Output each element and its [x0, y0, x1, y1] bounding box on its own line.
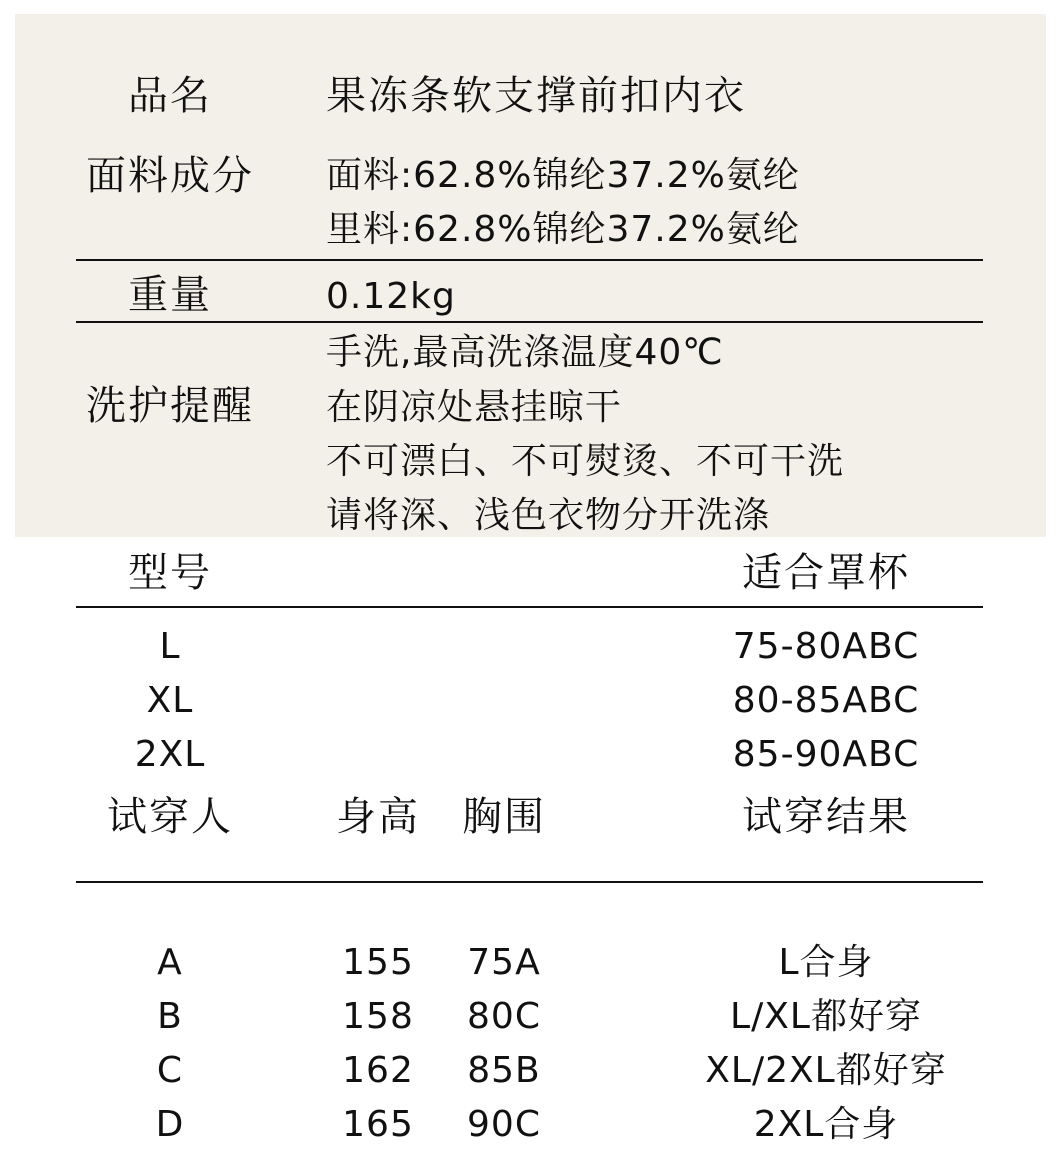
bust-header: 胸围 — [462, 794, 546, 840]
fabric-outer: 面料:62.8%锦纶37.2%氨纶 — [326, 155, 800, 196]
care-line: 请将深、浅色衣物分开洗涤 — [326, 495, 771, 536]
bust-cell: 90C — [467, 1104, 541, 1145]
result-cell: 2XL合身 — [753, 1104, 899, 1145]
bust-cell: 85B — [467, 1050, 541, 1091]
care-line: 不可漂白、不可熨烫、不可干洗 — [326, 441, 845, 482]
result-cell: XL/2XL都好穿 — [705, 1050, 947, 1091]
divider — [76, 606, 983, 608]
result-cell: L/XL都好穿 — [730, 996, 922, 1037]
care-line: 手洗,最高洗涤温度40℃ — [326, 332, 724, 373]
result-header: 试穿结果 — [742, 794, 910, 840]
size-cell: L — [159, 626, 181, 667]
tester-header: 试穿人 — [107, 794, 233, 840]
cup-cell: 85-90ABC — [732, 734, 920, 775]
name-label: 品名 — [128, 73, 212, 119]
weight-label: 重量 — [128, 272, 212, 318]
tester-cell: C — [156, 1050, 184, 1091]
height-header: 身高 — [336, 794, 420, 840]
size-header: 型号 — [128, 550, 212, 596]
fabric-lining: 里料:62.8%锦纶37.2%氨纶 — [326, 209, 800, 250]
bust-cell: 80C — [467, 996, 541, 1037]
height-cell: 155 — [342, 942, 414, 983]
cup-header: 适合罩杯 — [742, 550, 910, 596]
bust-cell: 75A — [467, 942, 541, 983]
care-line: 在阴凉处悬挂晾干 — [326, 387, 623, 428]
height-cell: 158 — [342, 996, 414, 1037]
tester-cell: A — [157, 942, 183, 983]
cup-cell: 80-85ABC — [732, 680, 920, 721]
divider — [76, 259, 983, 261]
size-cell: XL — [146, 680, 194, 721]
care-label: 洗护提醒 — [86, 383, 254, 429]
weight-value: 0.12kg — [326, 276, 456, 317]
cup-cell: 75-80ABC — [732, 626, 920, 667]
tester-cell: D — [155, 1104, 185, 1145]
height-cell: 162 — [342, 1050, 414, 1091]
tester-cell: B — [157, 996, 183, 1037]
fabric-label: 面料成分 — [86, 153, 254, 199]
size-cell: 2XL — [134, 734, 206, 775]
divider — [76, 881, 983, 883]
height-cell: 165 — [342, 1104, 414, 1145]
result-cell: L合身 — [778, 942, 874, 983]
name-value: 果冻条软支撑前扣内衣 — [326, 73, 746, 119]
divider — [76, 321, 983, 323]
